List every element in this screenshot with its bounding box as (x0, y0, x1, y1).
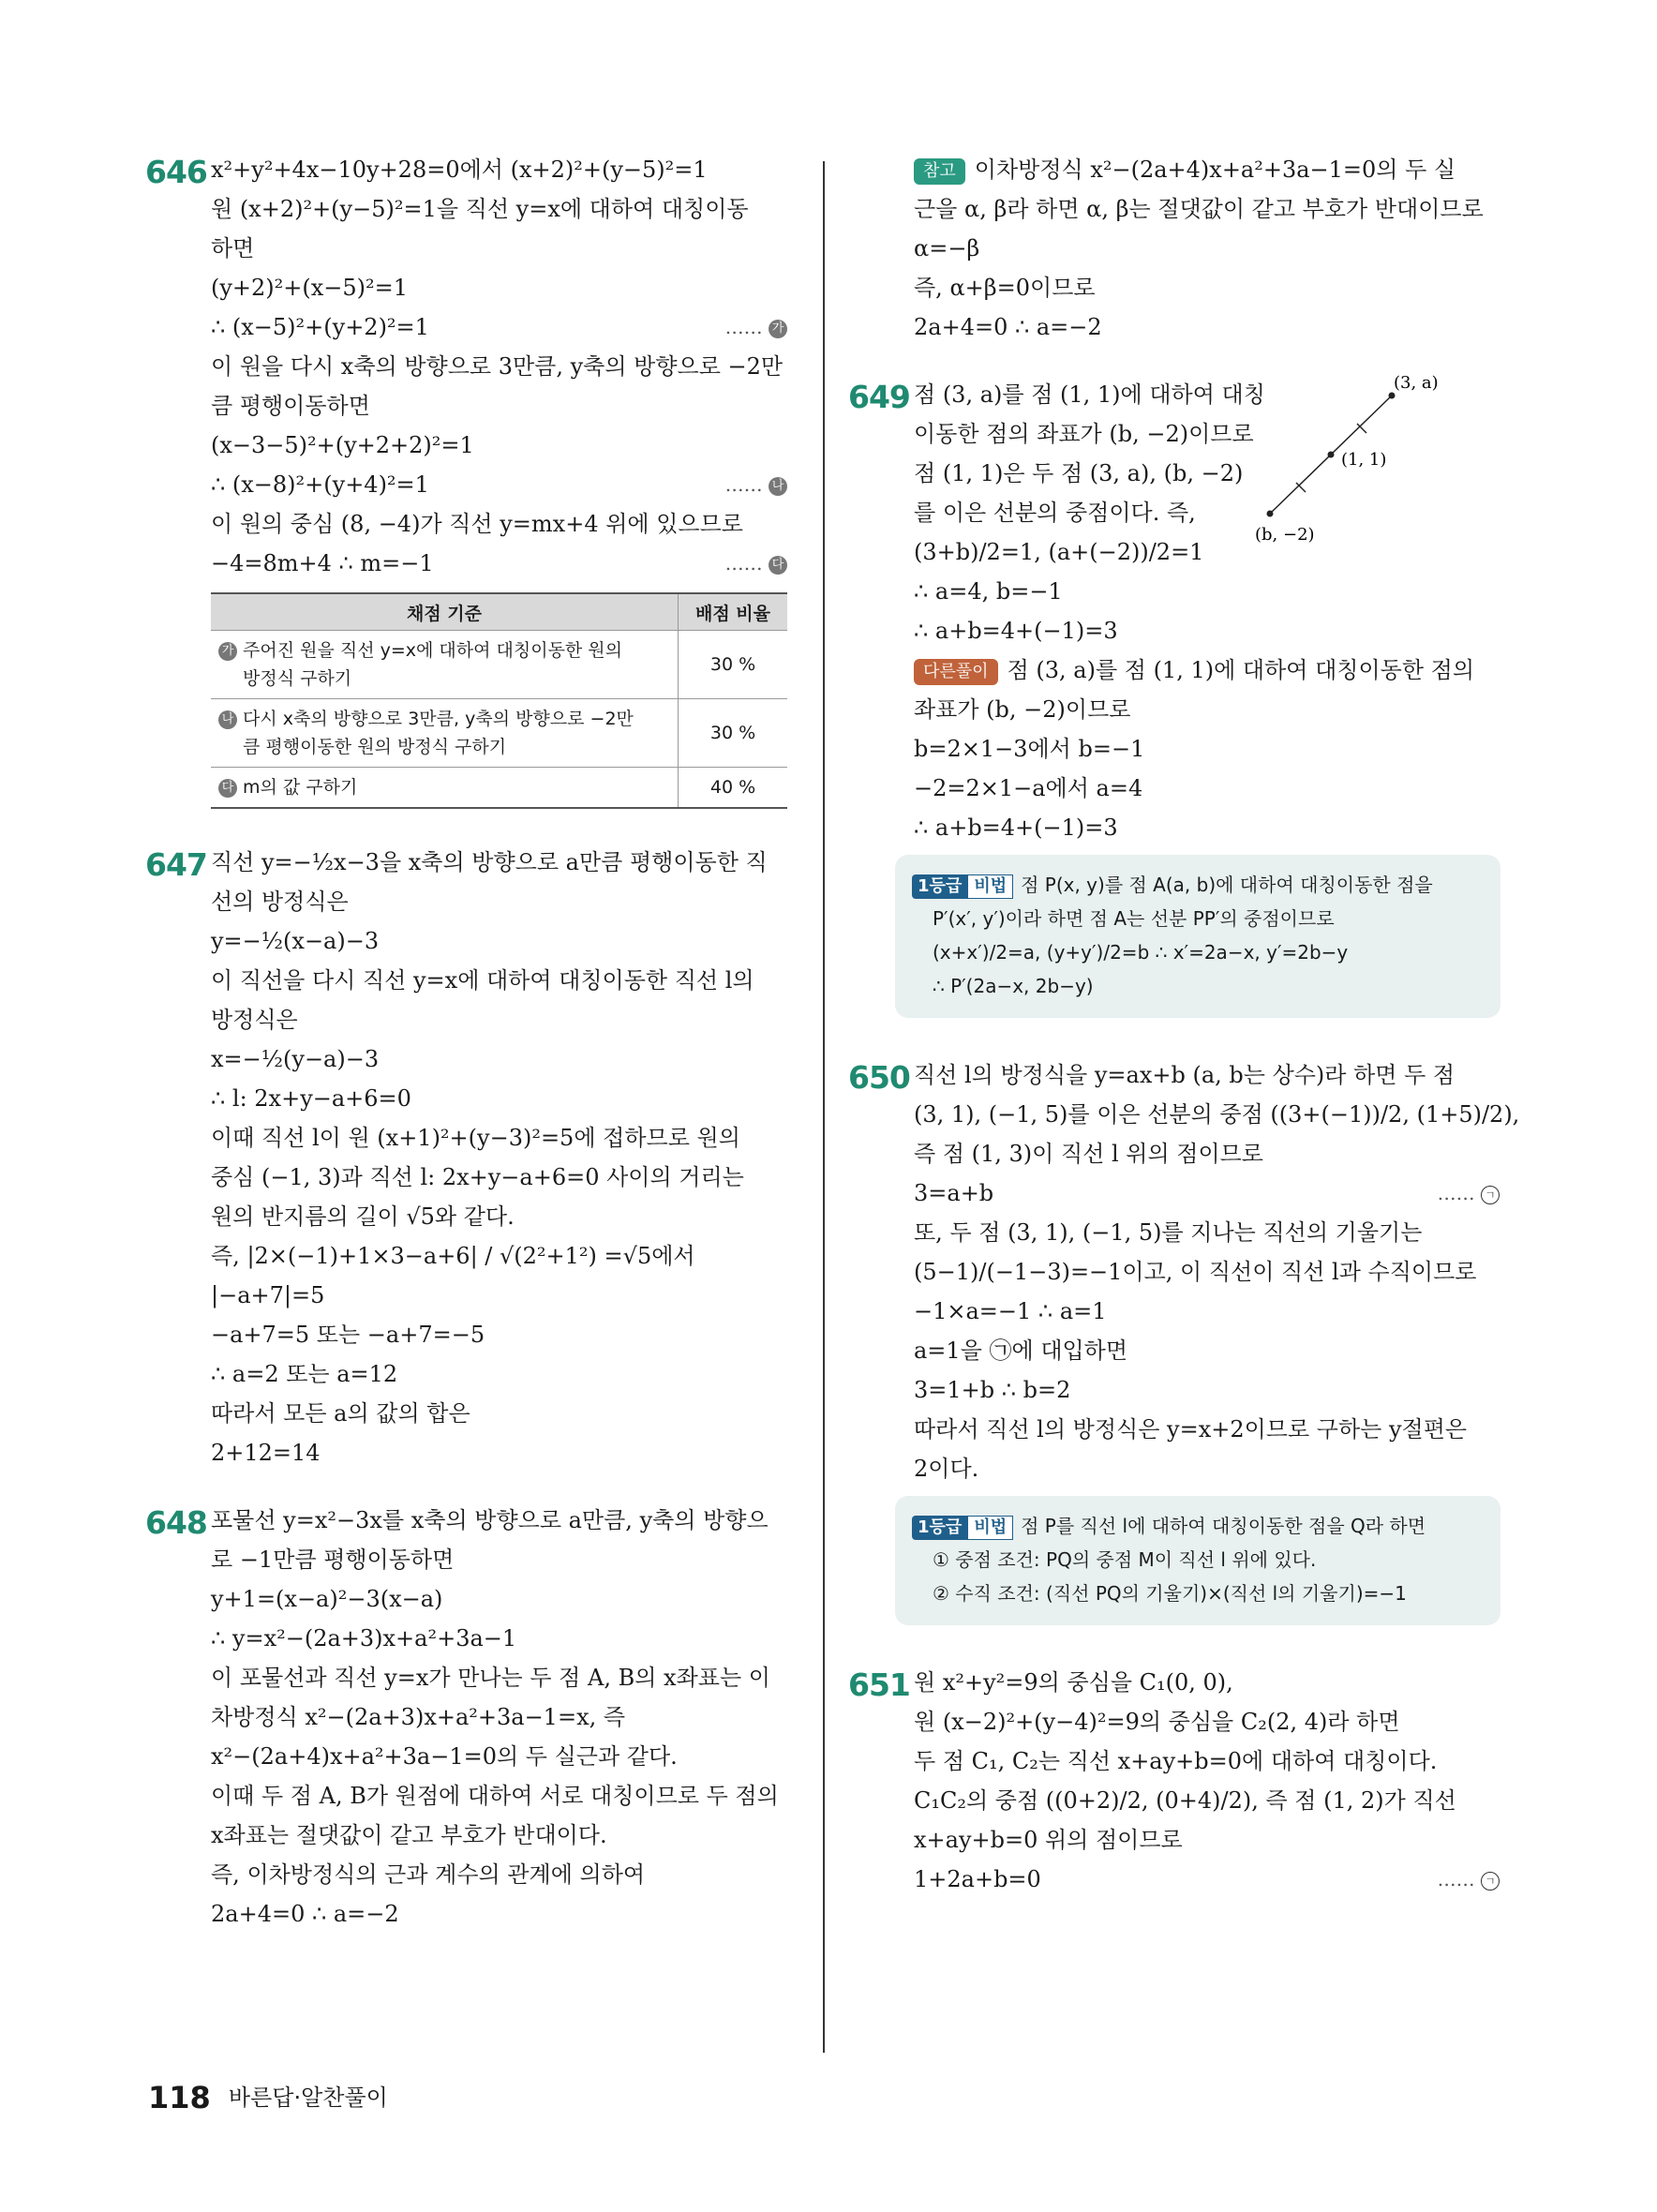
solution-line: |−a+7|=5 (211, 1282, 325, 1308)
solution-line: x+ay+b=0 위의 점이므로 (914, 1827, 1183, 1853)
solution-line: (5−1)/(−1−3)=−1이고, 이 직선이 직선 l과 수직이므로 (914, 1259, 1477, 1285)
solution-line: 이때 직선 l이 원 (x+1)²+(y−3)²=5에 접하므로 원의 (211, 1125, 740, 1151)
solution-line: (x−3−5)²+(y+2+2)²=1 (211, 432, 474, 458)
solution-line: 따라서 모든 a의 값의 합은 (211, 1400, 470, 1427)
solution-line: ∴ (x−8)²+(y+4)²=1 …… 나 (211, 465, 787, 504)
note-line: 참고 이차방정식 x²−(2a+4)x+a²+3a−1=0의 두 실 (914, 150, 1500, 189)
solution-line: ∴ l: 2x+y−a+6=0 (211, 1085, 411, 1112)
solution-line: −2=2×1−a에서 a=4 (914, 775, 1143, 801)
step-marker: …… ㄱ (1438, 1173, 1500, 1213)
solution-line: 이 직선을 다시 직선 y=x에 대하여 대칭이동한 직선 l의 (211, 967, 754, 994)
solution-line: 이 포물선과 직선 y=x가 만나는 두 점 A, B의 x좌표는 이 (211, 1665, 770, 1691)
solution-line: (3+b)/2=1, (a+(−2))/2=1 (914, 539, 1204, 565)
solution-line: 를 이은 선분의 중점이다. 즉, (914, 500, 1196, 526)
solution-line: (y+2)²+(x−5)²=1 (211, 275, 409, 301)
label-bot: (b, −2) (1255, 525, 1315, 545)
solution-line: 또, 두 점 (3, 1), (−1, 5)를 지나는 직선의 기울기는 (914, 1219, 1423, 1246)
solution-line: 이동한 점의 좌표가 (b, −2)이므로 (914, 421, 1254, 447)
table-row: 가 주어진 원을 직선 y=x에 대하여 대칭이동한 원의 방정식 구하기 30 % (211, 631, 787, 699)
column-divider (823, 161, 825, 2053)
solution-line: 다른풀이 점 (3, a)를 점 (1, 1)에 대하여 대칭이동한 점의 (914, 650, 1500, 690)
solution-line: 2a+4=0 ∴ a=−2 (211, 1901, 399, 1927)
solution-line: b=2×1−3에서 b=−1 (914, 736, 1145, 762)
solution-line: a=1을 ㉠에 대입하면 (914, 1338, 1128, 1364)
problem-number: 646 (145, 154, 207, 190)
solution-line: ∴ y=x²−(2a+3)x+a²+3a−1 (211, 1625, 517, 1652)
problem-number: 650 (848, 1059, 910, 1096)
solution-line: 이 원을 다시 x축의 방향으로 3만큼, y축의 방향으로 −2만 (211, 353, 784, 380)
solution-line: 원의 반지름의 길이 √5와 같다. (211, 1203, 515, 1230)
solution-line: −4=8m+4 ∴ m=−1 …… 다 (211, 544, 787, 583)
problem-number: 647 (145, 846, 207, 883)
page-footer (148, 2079, 388, 2115)
solution-line: 2이다. (914, 1456, 979, 1482)
label-mid: (1, 1) (1341, 450, 1387, 470)
step-marker: …… 다 (725, 544, 787, 583)
problem-number: 651 (848, 1666, 910, 1703)
solution-line: 3=a+b …… ㄱ (914, 1173, 1500, 1213)
table-header: 배점 비율 (679, 593, 788, 631)
solution-line: ∴ a+b=4+(−1)=3 (914, 815, 1118, 841)
table-header: 채점 기준 (211, 593, 679, 631)
tip-line: ① 중점 조건: PQ의 중점 M이 직선 l 위에 있다. (933, 1548, 1317, 1571)
solution-line: 큼 평행이동하면 (211, 393, 370, 419)
solution-line: ∴ (x−5)²+(y+2)²=1 …… 가 (211, 307, 787, 347)
book-label: 바른답·알찬풀이 (228, 2085, 388, 2111)
solution-line: −1×a=−1 ∴ a=1 (914, 1298, 1107, 1324)
solution-line: 원 (x+2)²+(y−5)²=1을 직선 y=x에 대하여 대칭이동 (211, 196, 749, 222)
solution-line: 따라서 직선 l의 방정식은 y=x+2이므로 구하는 y절편은 (914, 1416, 1468, 1442)
label-top: (3, a) (1394, 373, 1439, 393)
problem-649 (848, 373, 1500, 1018)
solution-line: 이 원의 중심 (8, −4)가 직선 y=mx+4 위에 있으므로 (211, 511, 743, 537)
right-column (848, 150, 1520, 1899)
solution-line: 방정식은 (211, 1007, 298, 1033)
solution-line: 하면 (211, 235, 255, 262)
solution-line: 두 점 C₁, C₂는 직선 x+ay+b=0에 대하여 대칭이다. (914, 1748, 1438, 1774)
step-marker: …… ㄱ (1438, 1860, 1500, 1899)
solution-line: 포물선 y=x²−3x를 x축의 방향으로 a만큼, y축의 방향으 (211, 1507, 769, 1533)
solution-line: 점 (3, a)를 점 (1, 1)에 대하여 대칭 (914, 381, 1265, 408)
tip-line: 1등급 비법 점 P(x, y)를 점 A(a, b)에 대하여 대칭이동한 점을 (912, 868, 1484, 902)
problem-651 (848, 1663, 1500, 1899)
solution-line: 이때 두 점 A, B가 원점에 대하여 서로 대칭이므로 두 점의 (211, 1783, 779, 1809)
problem-648 (145, 1501, 787, 1934)
solution-line: y=−½(x−a)−3 (211, 928, 380, 954)
grading-table (211, 592, 787, 809)
problem-647 (145, 843, 787, 1472)
solution-line: ∴ a+b=4+(−1)=3 (914, 618, 1118, 644)
solution-line: ∴ a=2 또는 a=12 (211, 1361, 398, 1387)
left-column (145, 150, 787, 1934)
solution-line: −a+7=5 또는 −a+7=−5 (211, 1322, 485, 1348)
solution-line: 선의 방정식은 (211, 889, 349, 915)
solution-line: 즉 점 (1, 3)이 직선 l 위의 점이므로 (914, 1141, 1263, 1167)
problem-number: 649 (848, 379, 910, 415)
solution-line: 차방정식 x²−(2a+3)x+a²+3a−1=x, 즉 (211, 1704, 626, 1730)
note-line: 근을 α, β라 하면 α, β는 절댓값이 같고 부호가 반대이므로 (914, 196, 1484, 222)
solution-line: y+1=(x−a)²−3(x−a) (211, 1586, 443, 1612)
solution-line: 직선 y=−½x−3을 x축의 방향으로 a만큼 평행이동한 직 (211, 849, 768, 875)
solution-line: 즉, |2×(−1)+1×3−a+6| / √(2²+1²) =√5에서 (211, 1243, 695, 1269)
solution-line: 로 −1만큼 평행이동하면 (211, 1547, 455, 1573)
problem-650 (848, 1055, 1520, 1625)
solution-line: C₁C₂의 중점 ((0+2)/2, (0+4)/2), 즉 점 (1, 2)가 직선 (914, 1787, 1456, 1814)
note-line: α=−β (914, 235, 980, 262)
tip-line: ② 수직 조건: (직선 PQ의 기울기)×(직선 l의 기울기)=−1 (933, 1582, 1407, 1605)
solution-line: x²−(2a+4)x+a²+3a−1=0의 두 실근과 같다. (211, 1743, 678, 1770)
alternative-tag: 다른풀이 (914, 659, 998, 685)
solution-line: 즉, 이차방정식의 근과 계수의 관계에 의하여 (211, 1861, 646, 1888)
solution-line: 2+12=14 (211, 1440, 321, 1466)
note-line: 2a+4=0 ∴ a=−2 (914, 314, 1102, 340)
tip-line: 1등급 비법 점 P를 직선 l에 대하여 대칭이동한 점을 Q라 하면 (912, 1509, 1484, 1543)
table-row: 다 m의 값 구하기 40 % (211, 768, 787, 809)
reference-tag: 참고 (914, 158, 965, 185)
problem-number: 648 (145, 1504, 207, 1541)
step-marker: …… 나 (725, 465, 787, 504)
step-marker: …… 가 (725, 307, 787, 347)
solution-line: 직선 l의 방정식을 y=ax+b (a, b는 상수)라 하면 두 점 (914, 1062, 1455, 1088)
note-line: 즉, α+β=0이므로 (914, 275, 1096, 301)
solution-line: 중심 (−1, 3)과 직선 l: 2x+y−a+6=0 사이의 거리는 (211, 1164, 744, 1190)
page-number: 118 (148, 2080, 211, 2115)
solution-line: 원 (x−2)²+(y−4)²=9의 중심을 C₂(2, 4)라 하면 (914, 1709, 1400, 1735)
solution-line: x좌표는 절댓값이 같고 부호가 반대이다. (211, 1822, 607, 1848)
solution-line: 1+2a+b=0 …… ㄱ (914, 1860, 1500, 1899)
solution-line: 좌표가 (b, −2)이므로 (914, 696, 1131, 723)
solution-line: 점 (1, 1)은 두 점 (3, a), (b, −2) (914, 460, 1244, 486)
solution-line: ∴ a=4, b=−1 (914, 578, 1063, 605)
solution-line: (3, 1), (−1, 5)를 이은 선분의 중점 ((3+(−1))/2, (1+5)/2), (914, 1101, 1520, 1128)
table-row: 나 다시 x축의 방향으로 3만큼, y축의 방향으로 −2만 큼 평행이동한 원의 방정식 구하기 30 % (211, 699, 787, 768)
solution-line: x=−½(y−a)−3 (211, 1046, 380, 1072)
tip-line: P′(x′, y′)이라 하면 점 A는 선분 PP′의 중점이므로 (933, 907, 1335, 930)
tip-box (895, 1496, 1500, 1625)
solution-line: 3=1+b ∴ b=2 (914, 1377, 1071, 1403)
tip-line: ∴ P′(2a−x, 2b−y) (933, 975, 1094, 997)
tip-line: (x+x′)/2=a, (y+y′)/2=b ∴ x′=2a−x, y′=2b−y (933, 941, 1349, 964)
solution-line: x²+y²+4x−10y+28=0에서 (x+2)²+(y−5)²=1 (211, 157, 708, 183)
solution-line: 원 x²+y²=9의 중심을 C₁(0, 0), (914, 1669, 1233, 1696)
problem-648-note (914, 150, 1500, 347)
problem-646 (145, 150, 787, 809)
tip-box (895, 855, 1500, 1018)
